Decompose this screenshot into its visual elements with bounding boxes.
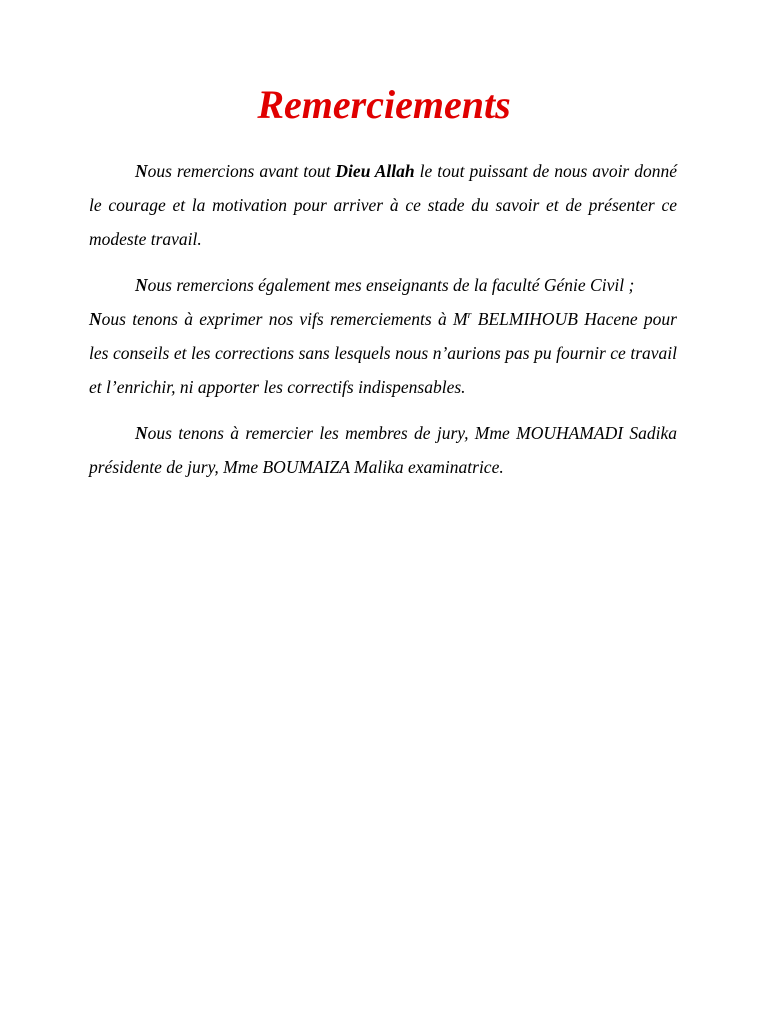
paragraph-4-text: ous tenons à remercier les membres de jury, Mme MOUHAMADI Sadika présidente de jury, Mme BOUMAIZA Malika examinatrice. <box>89 423 677 477</box>
paragraph-2-initial: N <box>135 275 148 295</box>
paragraph-2-text: ous remercions également mes enseignants de la faculté Génie Civil ; <box>147 275 635 295</box>
paragraph-3-text-b: BELMIHOUB Hacene pour les conseils et les corrections sans lesquels nous n’aurions pas pu fournir ce travail et l’enrichir, ni apporter les correctifs indispensables. <box>89 309 677 397</box>
page-title: Remerciements <box>257 82 511 127</box>
paragraph-2 <box>89 268 677 302</box>
acknowledgements-body <box>89 154 677 496</box>
paragraph-3-initial: N <box>89 309 102 329</box>
paragraph-3-superscript: r <box>467 310 472 322</box>
paragraph-1 <box>89 154 677 256</box>
paragraph-4 <box>89 416 677 484</box>
paragraph-1-text-b: le tout puissant de nous avoir donné le courage et la motivation pour arriver à ce stade du savoir et de présenter ce modeste travail. <box>89 161 677 249</box>
paragraph-1-initial: N <box>135 161 148 181</box>
paragraph-1-bold: Dieu Allah <box>335 161 415 181</box>
paragraph-1-text-a: ous remercions avant tout <box>147 161 336 181</box>
paragraph-3 <box>89 302 677 404</box>
paragraph-3-text-a: ous tenons à exprimer nos vifs remerciements à M <box>101 309 468 329</box>
paragraph-4-initial: N <box>135 423 148 443</box>
